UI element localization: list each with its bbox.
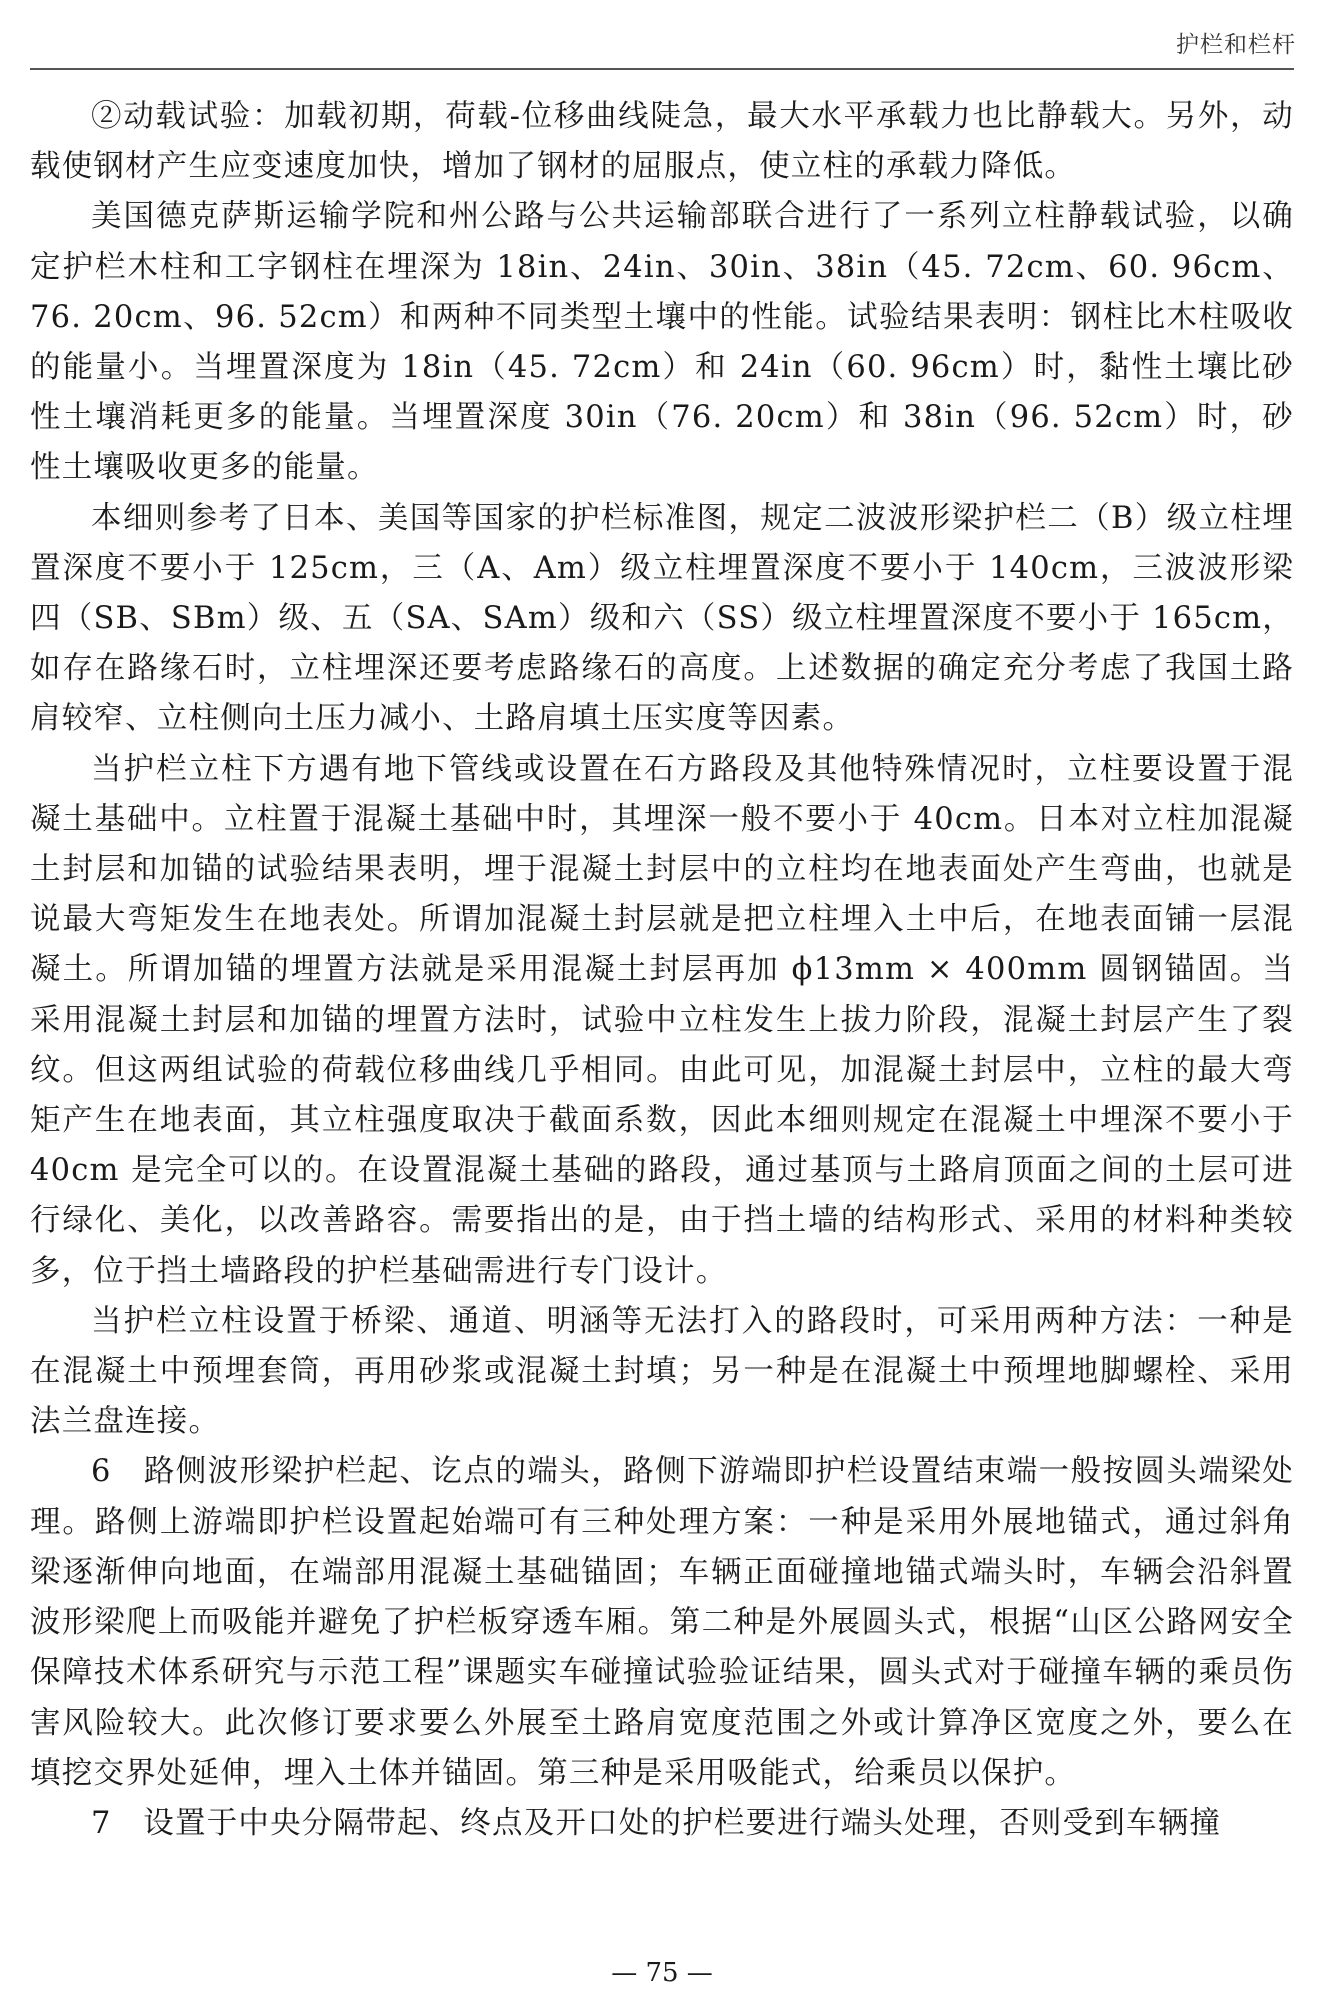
paragraph-item-7-median: 7 设置于中央分隔带起、终点及开口处的护栏要进行端头处理，否则受到车辆撞 <box>91 1805 1222 1841</box>
paragraph-texas-static-test: 美国德克萨斯运输学院和州公路与公共运输部联合进行了一系列立柱静载试验，以确定护栏木柱和工字钢柱在埋深为 18in、24in、30in、38in（45. 72cm、60. 96cm、76. 20cm、96. 52cm）和两种不同类型土壤中的性能。试验结果表明：钢柱比木柱吸收的能量小。当埋置深度为 18in（45. 72cm）和 24in（60. 96cm）时，黏性土壤比砂性土壤消耗更多的能量。当埋置深度 30in（76. 20cm）和 38in（96. 52cm）时，砂性土壤吸收更多的能量。 <box>30 199 1294 486</box>
body-text <box>30 92 1294 1849</box>
paragraph-concrete-foundation: 当护栏立柱下方遇有地下管线或设置在石方路段及其他特殊情况时，立柱要设置于混凝土基础中。立柱置于混凝土基础中时，其埋深一般不要小于 40cm。日本对立柱加混凝土封层和加锚的试验结果表明，埋于混凝土封层中的立柱均在地表面处产生弯曲，也就是说最大弯矩发生在地表处。所谓加混凝土封层就是把立柱埋入土中后，在地表面铺一层混凝土。所谓加锚的埋置方法就是采用混凝土封层再加 ϕ13mm × 400mm 圆钢锚固。当采用混凝土封层和加锚的埋置方法时，试验中立柱发生上拔力阶段，混凝土封层产生了裂纹。但这两组试验的荷载位移曲线几乎相同。由此可见，加混凝土封层中，立柱的最大弯矩产生在地表面，其立柱强度取决于截面系数，因此本细则规定在混凝土中埋深不要小于 40cm 是完全可以的。在设置混凝土基础的路段，通过基顶与土路肩顶面之间的土层可进行绿化、美化，以改善路容。需要指出的是，由于挡土墙的结构形式、采用的材料种类较多，位于挡土墙路段的护栏基础需进行专门设计。 <box>30 751 1294 1289</box>
running-header: 护栏和栏杆 <box>1176 32 1296 58</box>
header-rule <box>30 68 1294 70</box>
paragraph-item-6-end-treatment: 6 路侧波形梁护栏起、讫点的端头，路侧下游端即护栏设置结束端一般按圆头端梁处理。路侧上游端即护栏设置起始端可有三种处理方案：一种是采用外展地锚式，通过斜角梁逐渐伸向地面，在端部用混凝土基础锚固；车辆正面碰撞地锚式端头时，车辆会沿斜置波形梁爬上而吸能并避免了护栏板穿透车厢。第二种是外展圆头式，根据“山区公路网安全保障技术体系研究与示范工程”课题实车碰撞试验验证结果，圆头式对于碰撞车辆的乘员伤害风险较大。此次修订要求要么外展至土路肩宽度范围之外或计算净区宽度之外，要么在填挖交界处延伸，埋入土体并锚固。第三种是采用吸能式，给乘员以保护。 <box>30 1454 1294 1791</box>
paragraph-embedment-depth: 本细则参考了日本、美国等国家的护栏标准图，规定二波波形梁护栏二（B）级立柱埋置深度不要小于 125cm，三（A、Am）级立柱埋置深度不要小于 140cm，三波波形梁四（SB、SBm）级、五（SA、SAm）级和六（SS）级立柱埋置深度不要小于 165cm，如存在路缘石时，立柱埋深还要考虑路缘石的高度。上述数据的确定充分考虑了我国土路肩较窄、立柱侧向土压力减小、土路肩填土压实度等因素。 <box>30 500 1294 737</box>
paragraph-dynamic-load-test: ②动载试验：加载初期，荷载-位移曲线陡急，最大水平承载力也比静载大。另外，动载使钢材产生应变速度加快，增加了钢材的屈服点，使立柱的承载力降低。 <box>30 99 1294 185</box>
page-number: — 75 — <box>611 1958 713 1988</box>
paragraph-bridge-installation: 当护栏立柱设置于桥梁、通道、明涵等无法打入的路段时，可采用两种方法：一种是在混凝土中预埋套筒，再用砂浆或混凝土封填；另一种是在混凝土中预埋地脚螺栓、采用法兰盘连接。 <box>30 1303 1294 1440</box>
